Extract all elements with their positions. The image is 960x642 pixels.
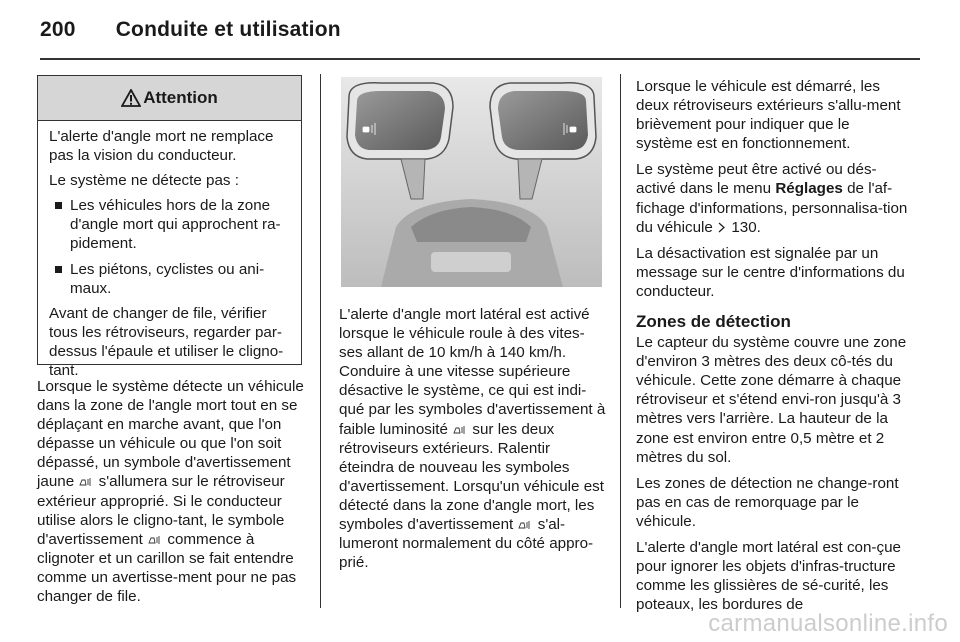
side-mirrors-photo bbox=[341, 77, 602, 287]
blind-spot-warning-icon bbox=[148, 535, 162, 545]
attention-paragraph: Le système ne détecte pas : bbox=[49, 172, 239, 190]
page-title: Conduite et utilisation bbox=[115, 18, 341, 41]
body-paragraph: Le système peut être activé ou dés-activé dans le menu Réglages de l'af-fichage d'informations, personnalisa-tion du véhicule 130. bbox=[636, 161, 908, 236]
column-1 bbox=[37, 377, 305, 613]
body-paragraph: L'alerte d'angle mort latéral est con-çue pour ignorer les objets d'infras-tructure comme les glissières de sé-curité, les poteaux, les bordures de bbox=[636, 538, 901, 614]
body-paragraph: Lorsque le véhicule est démarré, les deux rétroviseurs extérieurs s'allu-ment brièvement pour indiquer que le système est en fonctionnement. bbox=[636, 78, 901, 153]
menu-name: Réglages bbox=[775, 180, 843, 198]
bullet-item: Les véhicules hors de la zone d'angle mort qui approchent ra-pidement. bbox=[49, 196, 291, 253]
column-3 bbox=[636, 77, 908, 621]
blind-spot-warning-icon bbox=[453, 425, 467, 435]
attention-header bbox=[38, 76, 301, 121]
body-paragraph: L'alerte d'angle mort latéral est activé lorsque le véhicule roule à des vites-ses allant de 10 km/h à 140 km/h. Conduire à une vitesse supérieure désactive le système, ce qui est indi-qué par les symboles d'avertissement à faible luminosité sur les deux rétroviseurs extérieurs. Ralentir éteindra de nouveau les symboles d'avertissement. Lorsqu'un véhicule est détecté dans la zone d'angle mort, les symboles d'avertissement s'al-lumeront normalement du côté appro-prié. bbox=[339, 306, 606, 572]
body-paragraph: Lorsque le système détecte un véhicule dans la zone de l'angle mort tout en se déplaçant en marche avant, que l'on dépasse un véhicule ou que l'on soit dépassé, un symbole d'avertissement jaune s'allumera sur le rétroviseur extérieur approprié. Si le conducteur utilise alors le cligno-tant, le symbole d'avertissement commence à clignoter et un carillon se fait entendre comme un avertisse-ment pour ne pas changer de file. bbox=[37, 378, 304, 606]
body-paragraph: La désactivation est signalée par un message sur le centre d'informations du conducteur. bbox=[636, 244, 905, 300]
warning-triangle-icon bbox=[121, 89, 141, 107]
section-heading: Zones de détection bbox=[636, 312, 791, 332]
body-paragraph: Les zones de détection ne change-ront pas en cas de remorquage par le véhicule. bbox=[636, 474, 899, 530]
page-reference-arrow-icon bbox=[718, 222, 726, 233]
column-separator bbox=[320, 74, 321, 608]
attention-body bbox=[38, 121, 301, 380]
column-separator bbox=[620, 74, 621, 608]
attention-title: Attention bbox=[143, 88, 218, 107]
blind-spot-warning-icon bbox=[79, 477, 93, 487]
bullet-item: Les piétons, cyclistes ou ani-maux. bbox=[49, 260, 291, 298]
header-rule bbox=[40, 58, 920, 60]
page-number: 200 bbox=[40, 18, 76, 41]
column-2 bbox=[339, 305, 607, 579]
bullet-square-icon bbox=[55, 202, 62, 209]
blind-spot-warning-icon bbox=[518, 520, 532, 530]
watermark: carmanualsonline.info bbox=[708, 610, 948, 637]
body-paragraph: Le capteur du système couvre une zone d'environ 3 mètres des deux cô-tés du véhicule. Cette zone démarre à chaque rétroviseur et s'étend envi-ron jusqu'à 3 mètres vers l'arrière. La hauteur de la zone est environ entre 0,5 mètre et 2 mètres du sol. bbox=[636, 334, 907, 466]
attention-box bbox=[37, 75, 302, 380]
attention-paragraph: L'alerte d'angle mort ne remplace pas la vision du conducteur. bbox=[49, 128, 274, 165]
attention-paragraph: Avant de changer de file, vérifier tous les rétroviseurs, regarder par-dessus l'épaule et utiliser le cligno-tant. bbox=[49, 304, 284, 380]
bullet-square-icon bbox=[55, 266, 62, 273]
page-header bbox=[40, 18, 341, 42]
